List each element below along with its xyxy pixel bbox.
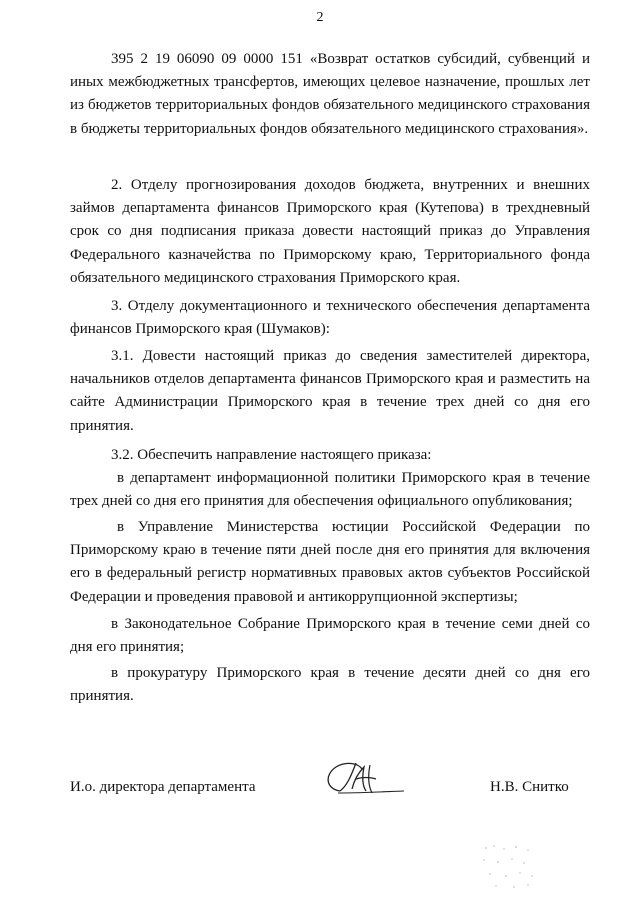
paragraph-3: 3. Отделу документационного и технического обеспечения департамента финансов Приморского края (Шумаков): xyxy=(70,298,590,338)
paragraph-kbk: 395 2 19 06090 09 0000 151 «Возврат остатков субсидий, субвенций и иных межбюджетных трансфертов, имеющих целевое назначение, прошлых лет из бюджетов территориальных фондов обязательного медицинского страхования в бюджеты территориальных фондов обязательного медицинского страхования». xyxy=(70,51,590,137)
paragraph-3-1: 3.1. Довести настоящий приказ до сведения заместителей директора, начальников отделов департамента финансов Приморского края и разместить на сайте Администрации Приморского края в течение трех дней со дня его принятия. xyxy=(70,348,590,434)
paragraph-legislative: в Законодательное Собрание Приморского края в течение семи дней со дня его принятия; xyxy=(70,616,590,656)
paragraph-2: 2. Отделу прогнозирования доходов бюджета, внутренних и внешних займов департамента финансов Приморского края (Кутепова) в трехдневный срок со дня подписания приказа довести настоящий приказ до Управления Федерального казначейства по Приморскому краю, Территориального фонда обязательного медицинского страхования Приморского края. xyxy=(70,177,590,286)
paragraph-prosecutor: в прокуратуру Приморского края в течение десяти дней со дня его принятия. xyxy=(70,665,590,705)
faint-stamp-mark xyxy=(478,840,538,892)
paragraph-info-policy: в департамент информационной политики Приморского края в течение трех дней со дня его принятия для обеспечения официального опубликования; xyxy=(70,470,590,510)
page-number: 2 xyxy=(316,10,324,25)
handwritten-signature xyxy=(318,755,410,805)
paragraph-3-2: 3.2. Обеспечить направление настоящего приказа: xyxy=(111,447,432,463)
signatory-name: Н.В. Снитко xyxy=(490,779,569,795)
signatory-position: И.о. директора департамента xyxy=(70,779,256,795)
paragraph-justice: в Управление Министерства юстиции Российской Федерации по Приморскому краю в течение пяти дней после дня его принятия для включения его в федеральный регистр нормативных правовых актов субъектов Российской Федерации и проведения правовой и антикоррупционной экспертизы; xyxy=(70,519,590,605)
